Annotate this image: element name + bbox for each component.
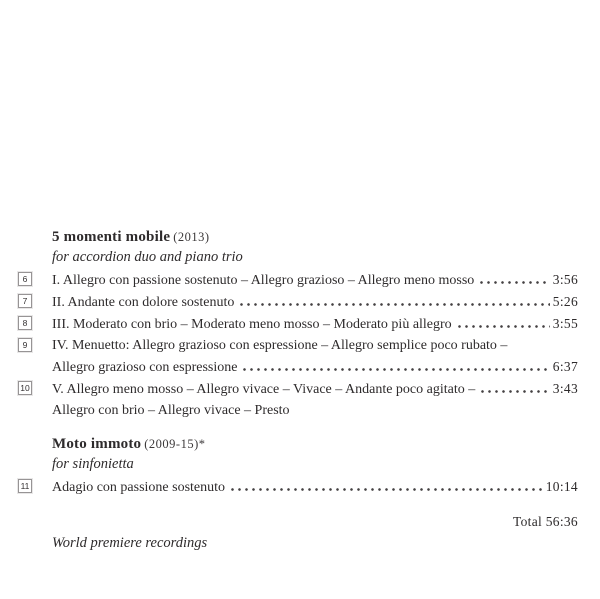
track-text: II. Andante con dolore sostenuto	[52, 295, 235, 310]
work-instrumentation: for sinfonietta	[52, 456, 134, 472]
world-premiere-footnote: World premiere recordings	[52, 535, 208, 551]
track-row	[20, 378, 578, 421]
work-instrumentation: for accordion duo and piano trio	[52, 249, 243, 265]
work-section-moto-immoto	[20, 434, 578, 498]
track-row	[22, 335, 578, 378]
track-number-box: 6	[18, 272, 32, 286]
dotted-leader	[243, 368, 549, 371]
track-line	[52, 313, 578, 335]
total-row	[52, 511, 578, 532]
track-time: 10:14	[545, 479, 578, 494]
track-line	[52, 291, 578, 313]
track-text: III. Moderato con brio – Moderato meno mosso – Moderato più allegro	[52, 317, 452, 332]
track-text: Allegro con brio – Allegro vivace – Presto	[52, 403, 290, 418]
dotted-leader	[480, 281, 550, 284]
track-time: 3:55	[552, 316, 578, 331]
work-title-text: Moto immoto	[52, 436, 142, 452]
dotted-leader	[231, 488, 543, 491]
track-line	[52, 335, 578, 356]
track-text: IV. Menuetto: Allegro grazioso con espressione – Allegro semplice poco rubato –	[52, 338, 508, 353]
track-text: V. Allegro meno mosso – Allegro vivace – Vivace – Andante poco agitato –	[52, 382, 476, 397]
dotted-leader	[481, 390, 550, 393]
track-row	[22, 291, 578, 313]
track-time: 5:26	[552, 294, 578, 309]
track-number-box: 8	[18, 316, 32, 330]
tracklist-content	[20, 227, 578, 554]
track-number-box: 11	[18, 479, 32, 493]
work-section-momenti-mobile	[20, 227, 578, 421]
track-line	[52, 476, 578, 498]
track-text: I. Allegro con passione sostenuto – Allegro grazioso – Allegro meno mosso	[52, 273, 475, 288]
track-continuation-line	[52, 400, 578, 421]
track-time: 3:56	[552, 272, 578, 287]
track-list	[20, 269, 578, 421]
track-line	[52, 378, 578, 400]
track-continuation-line	[52, 356, 578, 378]
track-row	[20, 476, 578, 498]
work-year: (2013)	[173, 230, 210, 244]
work-year: (2009-15)*	[144, 437, 206, 451]
track-line	[52, 269, 578, 291]
work-title	[52, 227, 578, 247]
work-title	[52, 434, 578, 454]
track-time: 3:43	[552, 381, 578, 396]
total-time: 56:36	[545, 514, 578, 529]
track-text: Allegro grazioso con espressione	[52, 360, 238, 375]
track-time: 6:37	[552, 359, 578, 374]
track-row	[22, 269, 578, 291]
track-number-box: 10	[18, 381, 32, 395]
total-label: Total	[512, 514, 543, 529]
track-list	[20, 476, 578, 498]
work-title-text: 5 momenti mobile	[52, 229, 171, 245]
track-text: Adagio con passione sostenuto	[52, 480, 226, 495]
dotted-leader	[458, 325, 550, 328]
track-row	[22, 313, 578, 335]
dotted-leader	[240, 303, 549, 306]
track-number-box: 7	[18, 294, 32, 308]
track-number-box: 9	[18, 338, 32, 352]
